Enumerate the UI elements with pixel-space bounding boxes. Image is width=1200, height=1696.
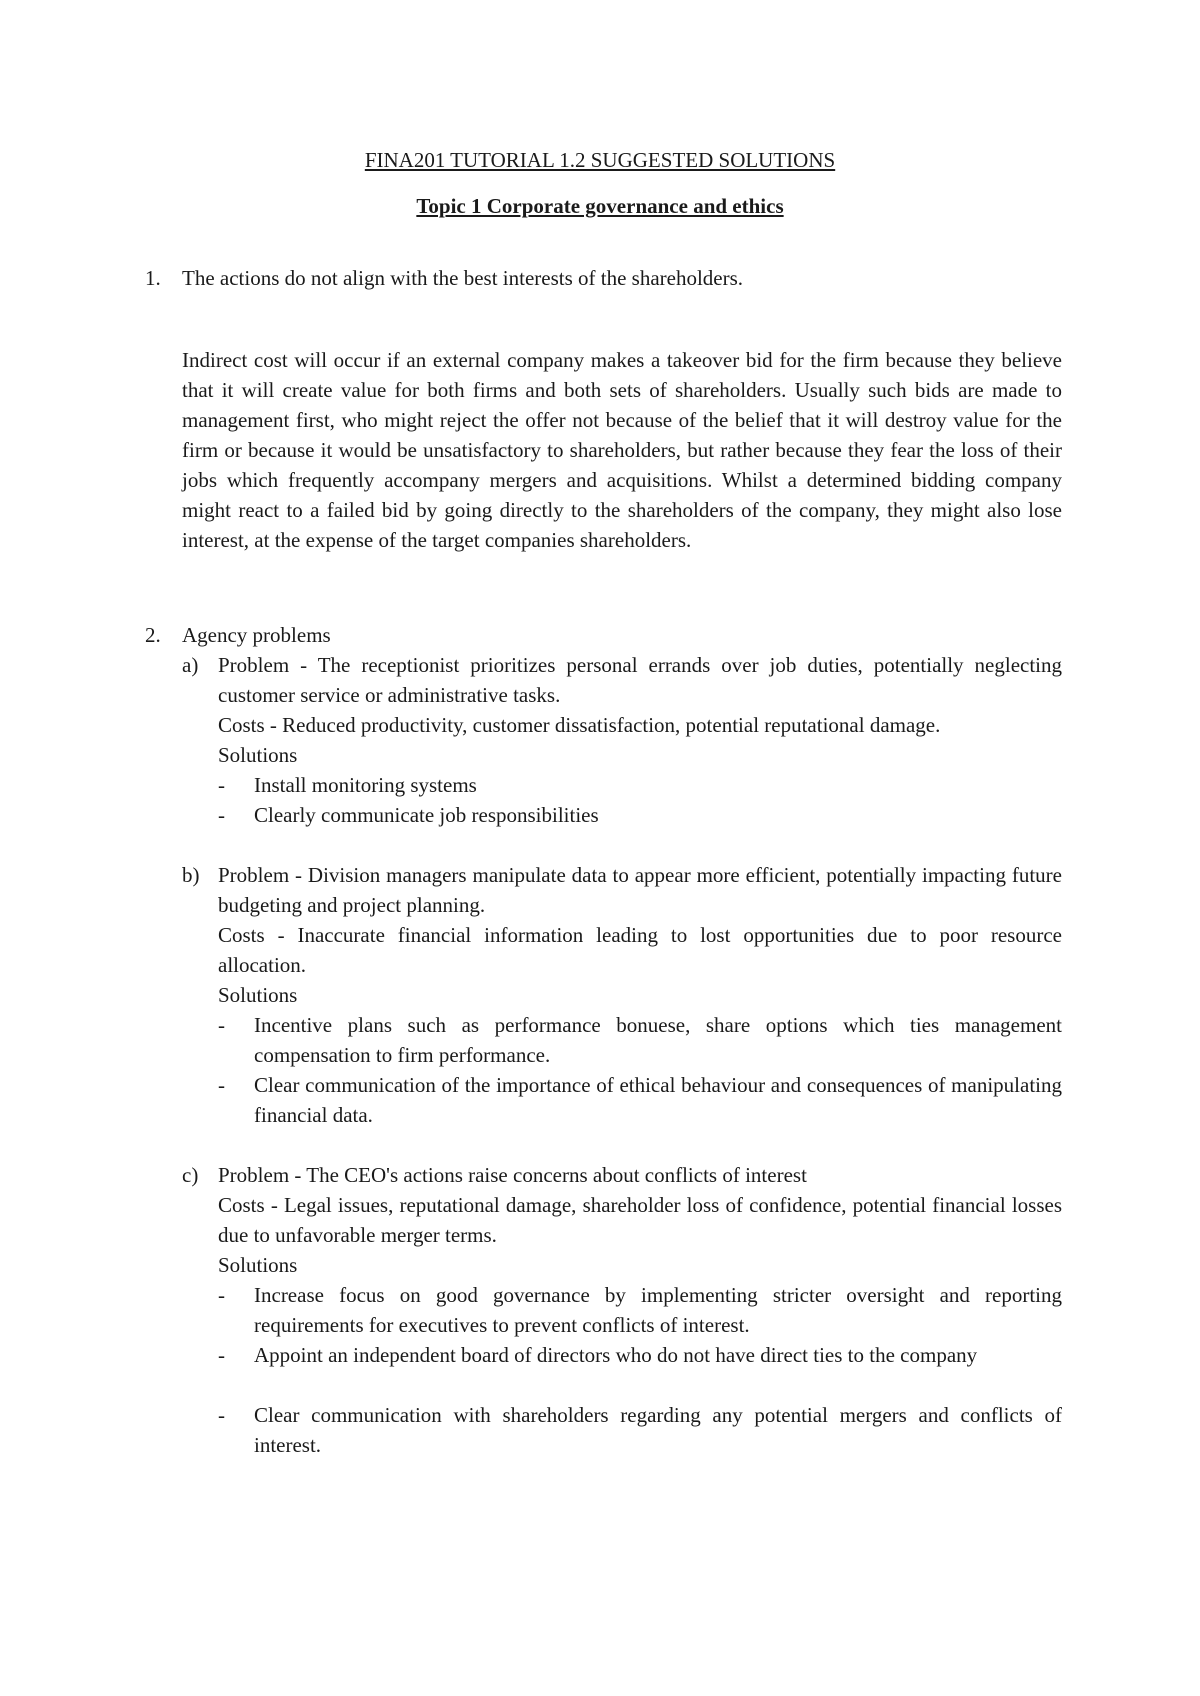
bullet-dash: -: [218, 1073, 225, 1097]
q2a-costs: Costs - Reduced productivity, customer dissatisfaction, potential reputational damage.: [218, 713, 941, 737]
q2c-problem: Problem - The CEO's actions raise concerns about conflicts of interest: [218, 1163, 807, 1187]
q1-statement: The actions do not align with the best interests of the shareholders.: [182, 266, 744, 290]
q2b-solution-2: Clear communication of the importance of ethical behaviour and consequences of manipulating financial data.: [254, 1073, 1062, 1127]
q2b-label: b): [182, 863, 200, 887]
bullet-dash: -: [218, 1283, 225, 1307]
q2c-label: c): [182, 1163, 199, 1187]
q2a-label: a): [182, 653, 199, 677]
q2b-solutions-label: Solutions: [218, 983, 298, 1007]
bullet-dash: -: [218, 1403, 225, 1427]
q2a-solutions-label: Solutions: [218, 743, 298, 767]
bullet-dash: -: [218, 1343, 225, 1367]
q2c-solution-3: Clear communication with shareholders regarding any potential mergers and conflicts of interest.: [254, 1403, 1062, 1457]
q2b-solution-1: Incentive plans such as performance bonuese, share options which ties management compensation to firm performance.: [254, 1013, 1062, 1067]
q2a-solution-1: Install monitoring systems: [254, 773, 477, 797]
q2a-problem: Problem - The receptionist prioritizes personal errands over job duties, potentially neglecting customer service or administrative tasks.: [218, 653, 1062, 707]
q1-body: Indirect cost will occur if an external company makes a takeover bid for the firm because they believe that it will create value for both firms and both sets of shareholders. Usually such bids are made to management first, who might reject the offer not because of the belief that it will destroy value for the firm or because it would be unsatisfactory to shareholders, but rather because they fear the loss of their jobs which frequently accompany mergers and acquisitions. Whilst a determined bidding company might react to a failed bid by going directly to the shareholders of the company, they might also lose interest, at the expense of the target companies shareholders.: [182, 348, 1062, 552]
bullet-dash: -: [218, 773, 225, 797]
q2a-solution-2: Clearly communicate job responsibilities: [254, 803, 599, 827]
bullet-dash: -: [218, 803, 225, 827]
q2b-problem: Problem - Division managers manipulate data to appear more efficient, potentially impacting future budgeting and project planning.: [218, 863, 1062, 917]
q2c-costs: Costs - Legal issues, reputational damage, shareholder loss of confidence, potential financial losses due to unfavorable merger terms.: [218, 1193, 1062, 1247]
q1-number: 1.: [145, 266, 161, 290]
q2-number: 2.: [145, 623, 161, 647]
q2b-costs: Costs - Inaccurate financial information leading to lost opportunities due to poor resource allocation.: [218, 923, 1062, 977]
q2c-solution-1: Increase focus on good governance by implementing stricter oversight and reporting requirements for executives to prevent conflicts of interest.: [254, 1283, 1062, 1337]
document-title: FINA201 TUTORIAL 1.2 SUGGESTED SOLUTIONS: [364, 148, 836, 172]
bullet-dash: -: [218, 1013, 225, 1037]
q2c-solutions-label: Solutions: [218, 1253, 298, 1277]
q2c-solution-2: Appoint an independent board of directors who do not have direct ties to the company: [254, 1343, 978, 1367]
q2-heading: Agency problems: [182, 623, 331, 647]
topic-heading: Topic 1 Corporate governance and ethics: [416, 194, 784, 218]
